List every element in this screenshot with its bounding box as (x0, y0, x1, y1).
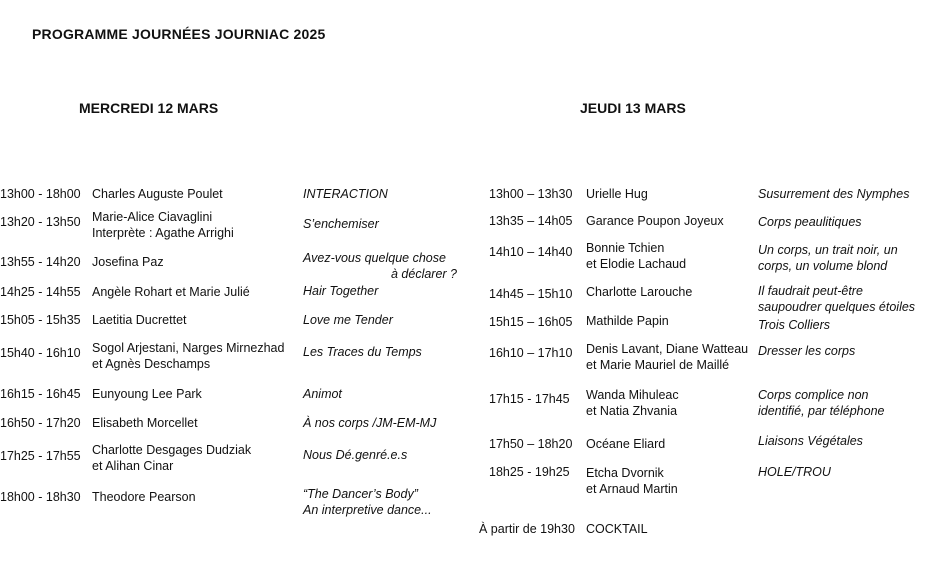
row-time: 14h10 – 14h40 (489, 245, 573, 259)
row-artist-line2: et Natia Zhvania (586, 404, 678, 418)
row-artist: Eunyoung Lee Park (92, 387, 202, 401)
row-work: S’enchemiser (303, 217, 379, 231)
row-artist: Josefina Paz (92, 255, 164, 269)
row-work: Liaisons Végétales (758, 434, 863, 448)
row-time: 13h35 – 14h05 (489, 214, 573, 228)
row-work: Les Traces du Temps (303, 345, 422, 359)
row-time: 14h45 – 15h10 (489, 287, 573, 301)
row-time: 15h15 – 16h05 (489, 315, 573, 329)
row-work-line2: à déclarer ? (391, 267, 458, 281)
row-time: 13h20 - 13h50 (0, 215, 81, 229)
row-time: 13h00 - 18h00 (0, 187, 81, 201)
row-artist-line2: et Arnaud Martin (586, 482, 678, 496)
row-artist: Sogol Arjestani, Narges Mirnezhad (92, 341, 285, 355)
row-time: 15h40 - 16h10 (0, 346, 81, 360)
row-artist: Océane Eliard (586, 437, 666, 451)
row-work: Trois Colliers (758, 318, 830, 332)
page-title: PROGRAMME JOURNÉES JOURNIAC 2025 (32, 26, 326, 42)
row-time: 16h15 - 16h45 (0, 387, 81, 401)
row-work: Love me Tender (303, 313, 393, 327)
row-artist: Theodore Pearson (92, 490, 196, 504)
row-work: Corps peaulitiques (758, 215, 862, 229)
row-artist: Charles Auguste Poulet (92, 187, 223, 201)
row-work: Dresser les corps (758, 344, 856, 358)
row-artist-line2: Interprète : Agathe Arrighi (92, 226, 234, 240)
row-artist-line2: et Marie Mauriel de Maillé (586, 358, 730, 372)
row-work: Susurrement des Nymphes (758, 187, 910, 201)
row-time: 16h50 - 17h20 (0, 416, 81, 430)
row-artist: Wanda Mihuleac (586, 388, 679, 402)
row-work: Animot (303, 387, 342, 401)
row-artist: Etcha Dvornik (586, 466, 664, 480)
row-artist: Laetitia Ducrettet (92, 313, 187, 327)
row-artist: Angèle Rohart et Marie Julié (92, 285, 250, 299)
row-time: 17h50 – 18h20 (489, 437, 573, 451)
row-artist: Denis Lavant, Diane Watteau (586, 342, 749, 356)
row-work-line2: saupoudrer quelques étoiles (758, 300, 916, 314)
row-work: Hair Together (303, 284, 379, 298)
row-time: 17h15 - 17h45 (489, 392, 570, 406)
row-work-line2: identifié, par téléphone (758, 404, 885, 418)
row-artist: Charlotte Desgages Dudziak (92, 443, 252, 457)
row-time: 17h25 - 17h55 (0, 449, 81, 463)
day-heading-thursday: JEUDI 13 MARS (580, 100, 686, 116)
row-time: 18h25 - 19h25 (489, 465, 570, 479)
row-artist-line2: et Elodie Lachaud (586, 257, 687, 271)
row-time: 15h05 - 15h35 (0, 313, 81, 327)
row-time: 13h00 – 13h30 (489, 187, 573, 201)
row-time: 13h55 - 14h20 (0, 255, 81, 269)
row-time: 18h00 - 18h30 (0, 490, 81, 504)
row-work: INTERACTION (303, 187, 388, 201)
row-artist: Marie-Alice Ciavaglini (92, 210, 213, 224)
row-work-line2: corps, un volume blond (758, 259, 888, 273)
row-artist: Elisabeth Morcellet (92, 416, 198, 430)
row-artist-line2: et Agnès Deschamps (92, 357, 211, 371)
row-work: “The Dancer’s Body” (303, 487, 418, 501)
closing-label: COCKTAIL (586, 522, 648, 536)
closing-time: À partir de 19h30 (479, 522, 575, 536)
row-work: HOLE/TROU (758, 465, 831, 479)
row-work: Il faudrait peut-être (758, 284, 863, 298)
row-artist: Mathilde Papin (586, 314, 669, 328)
row-artist: Charlotte Larouche (586, 285, 693, 299)
day-heading-wednesday: MERCREDI 12 MARS (79, 100, 219, 116)
row-time: 16h10 – 17h10 (489, 346, 573, 360)
row-artist: Bonnie Tchien (586, 241, 665, 255)
row-artist: Urielle Hug (586, 187, 648, 201)
row-time: 14h25 - 14h55 (0, 285, 81, 299)
row-artist-line2: et Alihan Cinar (92, 459, 174, 473)
row-work: Nous Dé.genré.e.s (303, 448, 408, 462)
row-work: Avez-vous quelque chose (303, 251, 446, 265)
row-work: Un corps, un trait noir, un (758, 243, 898, 257)
row-work: À nos corps /JM-EM-MJ (303, 416, 437, 430)
row-artist: Garance Poupon Joyeux (586, 214, 724, 228)
row-work-line2: An interpretive dance... (303, 503, 432, 517)
row-work: Corps complice non (758, 388, 869, 402)
